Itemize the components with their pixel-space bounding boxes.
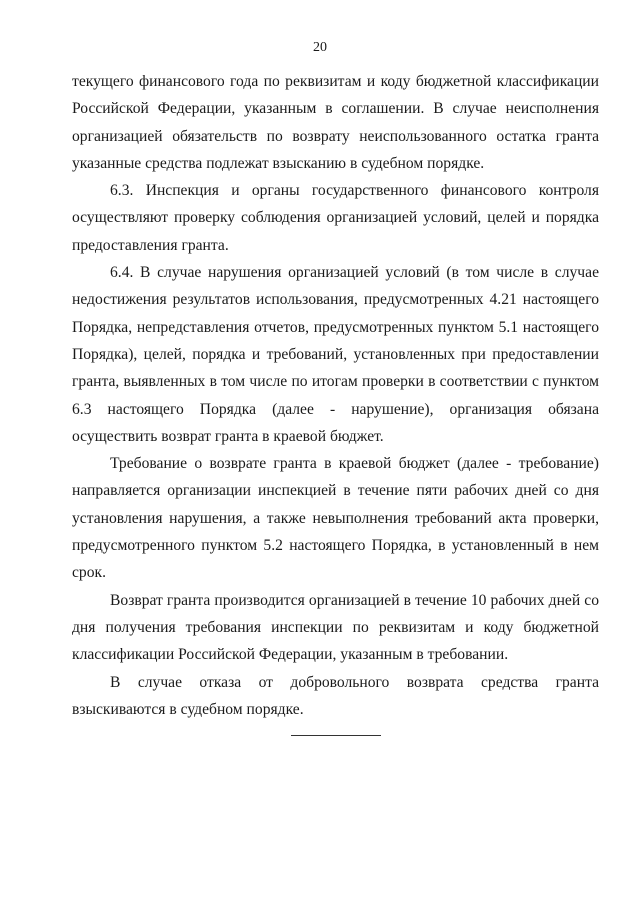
document-body bbox=[72, 68, 599, 723]
paragraph-6-4: 6.4. В случае нарушения организацией условий (в том числе в случае недостижения результатов использования, предусмотренных 4.21 настоящего Порядка, непредставления отчетов, предусмотренных пунктом 5.1 настоящего Порядка), целей, порядка и требований, установленных при предоставлении гранта, выявленных в том числе по итогам проверки в соответствии с пунктом 6.3 настоящего Порядка (далее - нарушение), организация обязана осуществить возврат гранта в краевой бюджет. bbox=[72, 264, 599, 445]
paragraph-demand: Требование о возврате гранта в краевой бюджет (далее - требование) направляется организации инспекцией в течение пяти рабочих дней со дня установления нарушения, а также невыполнения требований акта проверки, предусмотренного пунктом 5.2 настоящего Порядка, в установленный в нем срок. bbox=[72, 455, 599, 582]
paragraph-6-3: 6.3. Инспекция и органы государственного финансового контроля осуществляют проверку соблюдения организацией условий, целей и порядка предоставления гранта. bbox=[72, 182, 599, 254]
paragraph-refusal: В случае отказа от добровольного возврата средства гранта взыскиваются в судебном порядке. bbox=[72, 673, 599, 718]
end-divider bbox=[291, 735, 381, 736]
paragraph-continuation: текущего финансового года по реквизитам и коду бюджетной классификации Российской Федерации, указанным в соглашении. В случае неисполнения организацией обязательств по возврату неиспользованного остатка гранта указанные средства подлежат взысканию в судебном порядке. bbox=[72, 73, 599, 172]
paragraph-return: Возврат гранта производится организацией в течение 10 рабочих дней со дня получения требования инспекции по реквизитам и коду бюджетной классификации Российской Федерации, указанным в требовании. bbox=[72, 591, 599, 664]
page-number: 20 bbox=[313, 40, 327, 55]
